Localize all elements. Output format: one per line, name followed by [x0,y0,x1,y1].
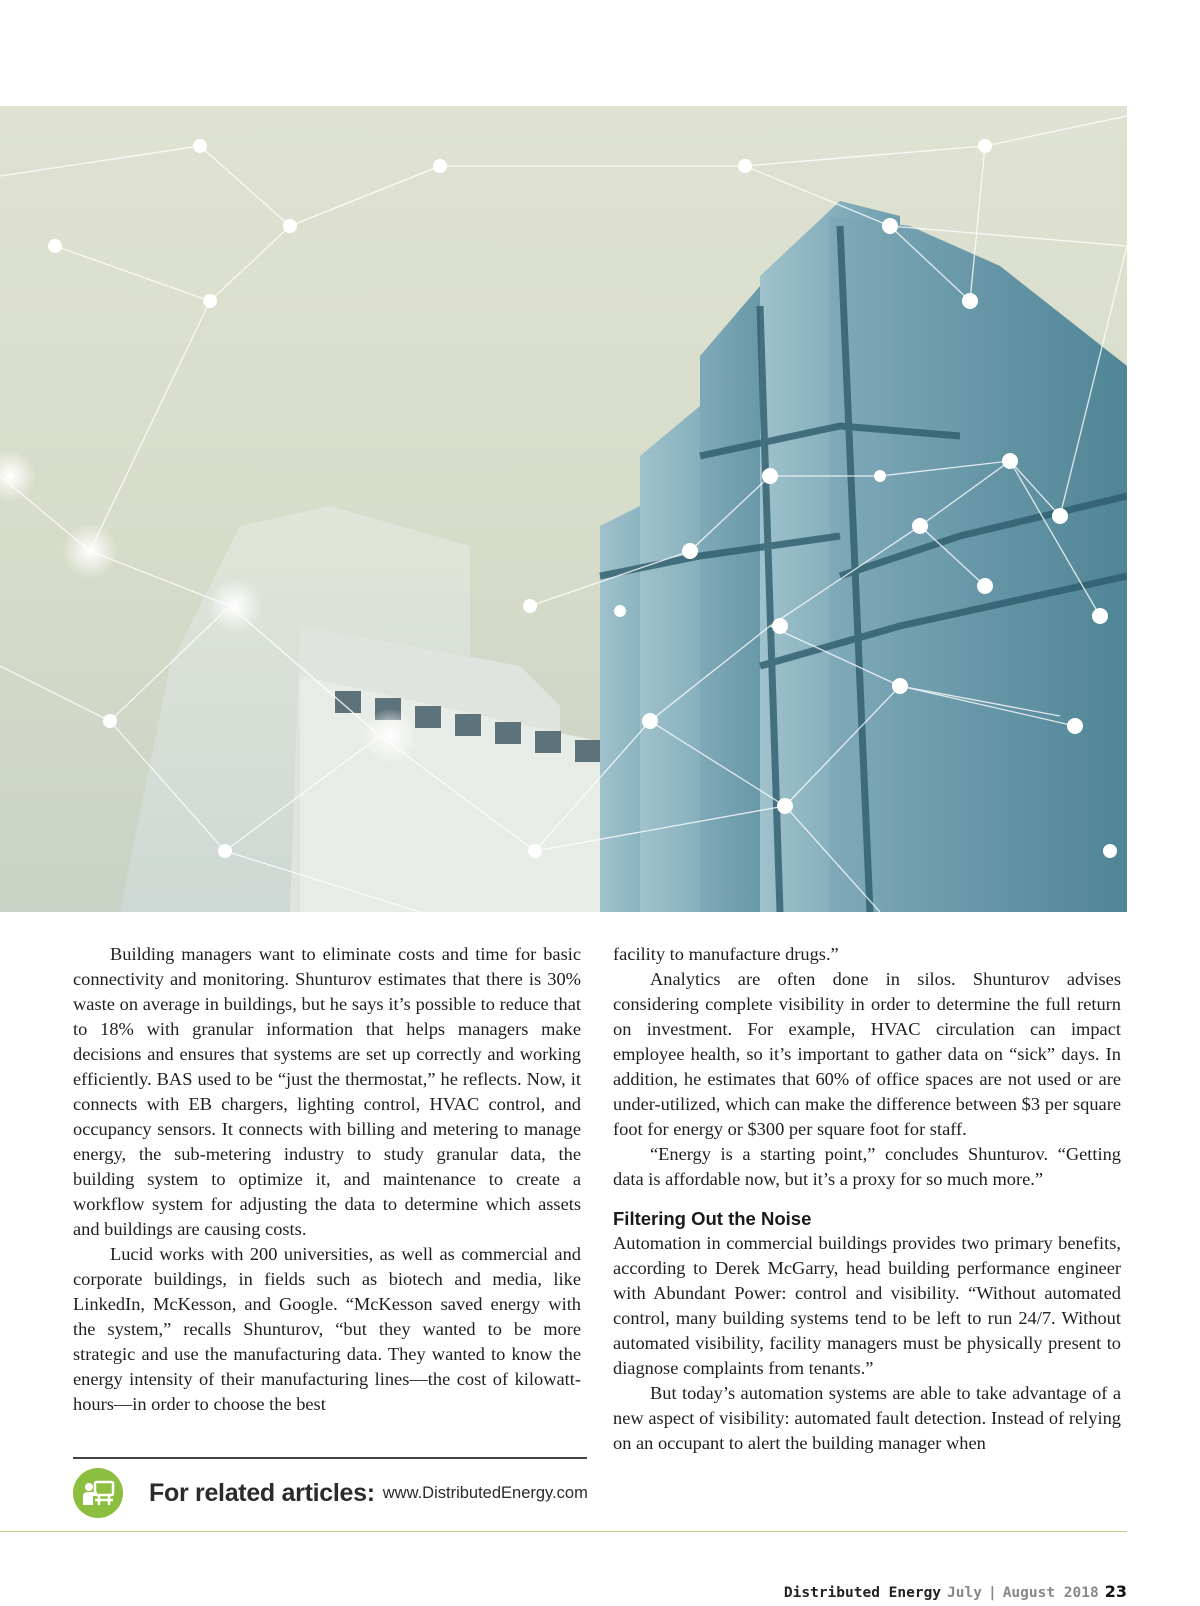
footer-divider [0,1531,1127,1532]
related-articles-link[interactable]: www.DistributedEnergy.com [382,1483,588,1502]
related-divider [73,1457,587,1459]
page-footer [784,1582,1127,1601]
section-subheading: Filtering Out the Noise [613,1208,812,1229]
hero-image [0,106,1127,912]
body-paragraph: Analytics are often done in silos. Shunturov advises considering complete visibility in order to determine the full return on investment. For example, HVAC circulation can impact employee health, so it’s important to gather data on “sick” days. In addition, he estimates that 60% of office spaces are not used or are under-utilized, which can make the difference between $3 per square foot for energy or $300 per square foot for staff. [613,969,1121,1139]
related-articles-callout[interactable] [73,1467,593,1519]
body-paragraph-continuation: facility to manufacture drugs.” [613,944,839,964]
page-number: 23 [1104,1582,1127,1601]
issue-date: August 2018 [1002,1585,1099,1601]
body-paragraph: Building managers want to eliminate costs and time for basic connectivity and monitoring. Shunturov estimates that there is 30% waste on average in buildings, but he says it’s possible to reduce that to 18% with granular information that helps managers make decisions and ensures that systems are set up correctly and working efficiently. BAS used to be “just the thermostat,” he reflects. Now, it connects with EB chargers, lighting control, HVAC control, and occupancy sensors. It connects with billing and metering to manage energy, the sub-metering industry to study granular data, the building system to optimize it, and maintenance to create a workflow system for adjusting the data to determine which assets and buildings are causing costs. [73,944,581,1239]
issue-separator: | [987,1585,997,1601]
related-articles-label: For related articles: [149,1478,375,1507]
article-right-column [613,942,1121,1456]
body-paragraph: Lucid works with 200 universities, as well as commercial and corporate buildings, in fields such as biotech and media, like LinkedIn, McKesson, and Google. “McKesson saved energy with the system,” recalls Shunturov, “but they wanted to be more strategic and use the manufacturing data. They wanted to know the energy intensity of their manufacturing lines—the cost of kilowatt-hours—in order to choose the best [73,1244,581,1414]
article-left-column [73,942,581,1417]
issue-month: July [947,1585,982,1601]
body-paragraph: But today’s automation systems are able to take advantage of a new aspect of visibility: automated fault detection. Instead of relying on an occupant to alert the building manager when [613,1383,1121,1453]
body-paragraph: Automation in commercial buildings provides two primary benefits, according to Derek McGarry, head building performance engineer with Abundant Power: control and visibility. “Without automated control, many building systems tend to be left to run 24/7. Without automated visibility, facility managers must be physically present to diagnose complaints from tenants.” [613,1233,1121,1378]
skyscrapers-network-icon [0,106,1127,912]
presentation-icon [73,1468,123,1518]
publication-name: Distributed Energy [783,1585,942,1601]
body-paragraph: “Energy is a starting point,” concludes Shunturov. “Getting data is affordable now, but it’s a proxy for so much more.” [613,1144,1121,1189]
